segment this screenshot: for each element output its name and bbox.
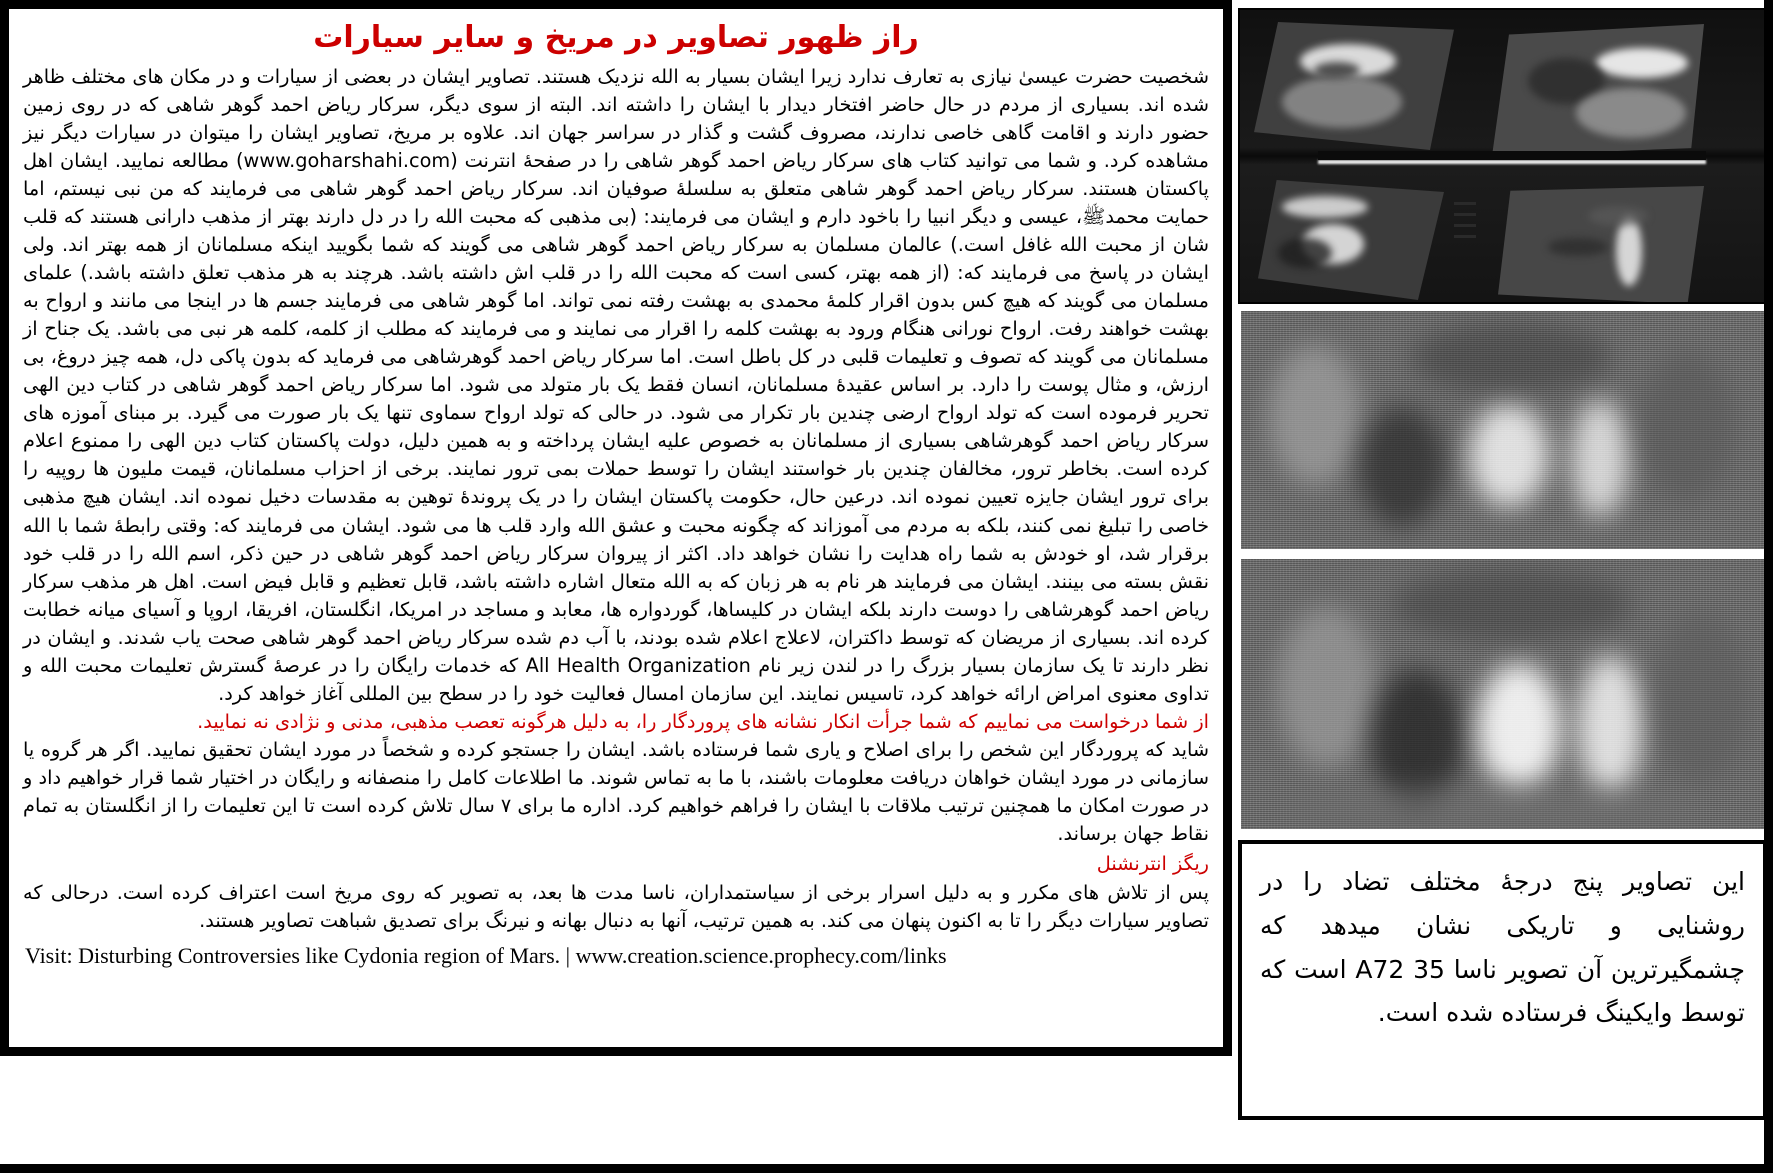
article-paragraph-red-appeal: از شما درخواست می نماییم که شما جرأت انکار نشانه های پروردگار را، به دلیل هرگونه تعصب مذهبی، مدنی و نژادی نه نمایید.: [197, 709, 1209, 733]
mars-divider-shadow: [1318, 151, 1706, 160]
mars-tile-bottom-right: [1498, 186, 1704, 304]
image-caption-text: این تصاویر پنج درجهٔ مختلف تضاد را در روشنایی و تاریکی نشان میدهد که چشمگیرترین آن تصویر ناسا 35 A72 است که توسط وایکینگ فرستاده شده است.: [1260, 867, 1745, 1028]
organization-signature: ریگز انترنشنل: [1096, 852, 1209, 876]
image-caption-box: [1238, 840, 1767, 1120]
page-title: راز ظهور تصاویر در مریخ و سایر سیارات: [313, 20, 919, 55]
article-paragraph-closing: پس از تلاش های مکرر و به دلیل اسرار برخی از سیاستمداران، ناسا مدت ها بعد، به تصویر که روی مریخ است اعتراف کرده است. درحالی که تصاویر سیارات دیگر را تا به اکنون پنهان می کند. به همین ترتیب، آنها به دنبال بهانه و نیرنگ برای تصدیق شباهت تصاویر هستند.: [23, 881, 1209, 933]
mars-gutter-ticks: [1454, 202, 1476, 246]
bottom-border-rail: [0, 1164, 1773, 1173]
mars-face-quad-image: [1238, 8, 1767, 304]
mars-tile-top-right: [1492, 24, 1704, 156]
right-border-rail: [1764, 0, 1773, 1173]
mars-tile-top-left: [1254, 22, 1454, 150]
article-paragraph-main: شخصیت حضرت عیسیٰ نیازی به تعارف ندارد زیرا ایشان بسیار به الله نزدیک هستند. تصاویر ایشان در بعضی از سیارات و در مکان های مختلف ظاهر شده اند. بسیاری از مردم در حال حاضر افتخار دیدار با ایشان را داشته اند. البته از سوی دیگر، سرکار ریاض احمد گوهر شاهی که در روی زمین حضور دارند و اقامت گاهی خاصی ندارند، مصروف گشت و گذار در سراسر جهان اند. علاوه بر مریخ، تصاویر ایشان را میتوان در سیارات دیگر نیز مشاهده کرد. و شما می توانید کتاب های سرکار ریاض احمد گوهر شاهی را در صفحهٔ انترنت (www.goharshahi.com) مطالعه نمایید. ایشان اهل پاکستان هستند. سرکار ریاض احمد گوهر شاهی متعلق به سلسلهٔ صوفیان اند. سرکار ریاض احمد گوهر شاهی می فرمایند که من نبی نیستم، اما حمایت محمدﷺ، عیسی و دیگر انبیا را باخود دارم و ایشان می فرمایند: (بی مذهبی که محبت الله را در دل دارند بهتر از مذهب دارانی هستند که قلب شان از محبت الله غافل است.) عالمان مسلمان به سرکار ریاض احمد گوهر شاهی می گویند که شما بگویید اینکه مسلمانان از همه بهتر اند. ولی ایشان در پاسخ می فرمایند که: (از همه بهتر، کسی است که محبت الله را در قلب اش داشته باشد. هرچند به هر مذهب تعلق داشته باشد.) علمای مسلمان می گویند که هیچ کس بدون اقرار کلمهٔ محمدی به بهشت رفته نمی تواند. اما گوهر شاهی می فرمایند جسم ها در اینجا می مانند و ارواح به بهشت خواهند رفت. ارواح نورانی هنگام ورود به بهشت کلمه را اقرار می نمایند و می فرمایند که مطلب از کلمه، کلمه هر نبی می باشد. یک جناح از مسلمانان می گویند که تصوف و تعلیمات قلبی در کل باطل است. اما سرکار ریاض احمد گوهرشاهی می فرماید که بدون پاکی دل، همه چیز دروغ، بی ارزش، و مثال پوست را دارد. بر اساس عقیدهٔ مسلمانان، انسان فقط یک بار متولد می شود. اما سرکار ریاض احمد گوهر شاهی در کتاب دین الهی تحریر فرموده است که تولد ارواح ارضی چندین بار تکرار می شود. در حالی که تولد ارواح سماوی تنها یک بار صورت می گیرد. بر مبنای آموزه های سرکار ریاض احمد گوهرشاهی بسیاری از مسلمانان به خصوص علیه ایشان پرداخته و به همین دلیل، دولت پاکستان کتاب دین الهی را ممنوع اعلام کرده است. بخاطر ترور، مخالفان چندین بار خواستند ایشان را توسط حملات بمی ترور نمایند. برخی از احزاب مسلمانان، قیمت ملیون ها روپیه را برای ترور ایشان جایزه تعیین نموده اند. درعین حال، حکومت پاکستان ایشان را در یک پروندهٔ توهین به مقدسات دخیل نموده اند. ایشان هیچ مذهبی خاصی را تبلیغ نمی کنند، بلکه به مردم می آموزاند که چگونه محبت و عشق الله وارد قلب ها می شود. ایشان می فرمایند که: وقتی رابطهٔ شما با الله برقرار شد، او خودش به شما راه هدایت را نشان خواهد داد. اکثر از پیروان سرکار ریاض احمد گوهر شاهی در حین ذکر، اسم الله را در قلب خود نقش بسته می بینند. ایشان می فرمایند هر نام به هر زبان که به الله متعال اشاره داشته باشد، قابل تعظیم و قابل فیض است. اهل هر مذهب سرکار ریاض احمد گوهرشاهی را دوست دارند بلکه ایشان در کلیساها، گوردواره ها، معابد و مساجد در امریکا، انگلستان، افریقا، اروپا و آسیای میانه خطابت کرده اند. بسیاری از مریضان که توسط داکتران، لاعلاج اعلام شده بودند، با آب دم شده سرکار ریاض احمد گوهر شاهی صحت یاب شدند. و ایشان در نظر دارند تا یک سازمان بسیار بزرگ را در لندن زیر نام All Health Organization که خدمات رایگان را در عرصهٔ گسترش تعلیمات محبت الله و تداوی معنوی امراض ارائه خواهد کرد، تاسیس نمایند. این سازمان امسال فعالیت خود را در سطح بین المللی آغاز خواهد کرد.: [23, 64, 1210, 705]
mars-contrast-image-2: [1238, 556, 1767, 832]
image-column: [1232, 0, 1773, 1173]
mars-tile-bottom-left: [1258, 180, 1444, 300]
mars-contrast-image-1: [1238, 308, 1767, 552]
article-paragraph-after-red: شاید که پروردگار این شخص را برای اصلاح و یاری شما فرستاده باشد. ایشان را جستجو کرده و شخصاً در مورد ایشان تحقیق نمایید. اگر هر گروه یا سازمانی در مورد ایشان خواهان دریافت معلومات باشند، با ما به تماس شوند. ما اطلاعات کامل را منصفانه و رایگان در اختیار شما قرار خواهیم داد و در صورت امکان ما همچنین ترتیب ملاقات با ایشان را فراهم خواهیم کرد. اداره ما برای ۷ سال تلاش کرده است تا این تعلیمات را از انگلستان به تمام نقاط جهان برساند.: [23, 738, 1209, 846]
mars-divider-streak: [1318, 160, 1706, 164]
visit-link-line[interactable]: Visit: Disturbing Controversies like Cydonia region of Mars. | www.creation.science.prophecy.com/links: [25, 943, 947, 969]
